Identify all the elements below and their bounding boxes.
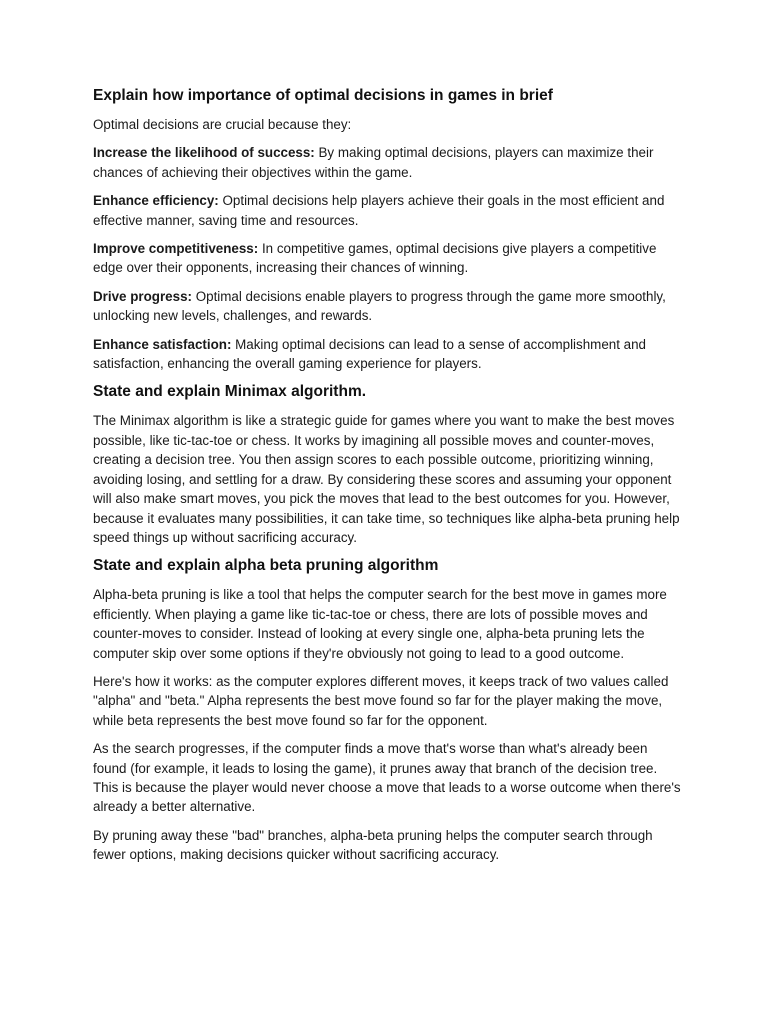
point-paragraph [93, 191, 683, 230]
point-text: Optimal decisions enable players to progress through the game more smoothly, unlocking new levels, challenges, and rewards. [93, 288, 666, 324]
alpha-beta-paragraph: Here's how it works: as the computer explores different moves, it keeps track of two values called "alpha" and "beta." Alpha represents the best move found so far for the player making the move, while beta represents the best move found so far for the opponent. [93, 673, 669, 728]
point-paragraph [93, 335, 683, 374]
section-heading-minimax: State and explain Minimax algorithm. [93, 383, 367, 401]
point-term: Increase the likelihood of success: [93, 145, 315, 161]
point-text: In competitive games, optimal decisions give players a competitive edge over their opponents, increasing their chances of winning. [93, 241, 657, 276]
point-paragraph [93, 239, 683, 278]
point-text: By making optimal decisions, players can maximize their chances of achieving their objectives within the game. [93, 145, 654, 180]
intro-paragraph: Optimal decisions are crucial because they: [93, 117, 352, 132]
point-text: Optimal decisions help players achieve their goals in the most efficient and effective manner, saving time and resources. [93, 193, 665, 228]
point-text: Making optimal decisions can lead to a sense of accomplishment and satisfaction, enhancing the overall gaming experience for players. [93, 336, 646, 372]
alpha-beta-paragraph: By pruning away these "bad" branches, alpha-beta pruning helps the computer search through fewer options, making decisions quicker without sacrificing accuracy. [93, 827, 653, 863]
document-page [93, 86, 683, 874]
section-heading-alpha-beta: State and explain alpha beta pruning algorithm [93, 557, 439, 575]
point-term: Improve competitiveness: [93, 241, 259, 257]
point-term: Enhance efficiency: [93, 193, 219, 209]
alpha-beta-paragraph: Alpha-beta pruning is like a tool that helps the computer search for the best move in games more efficiently. When playing a game like tic-tac-toe or chess, there are lots of possible moves and counter-moves to consider. Instead of looking at every single one, alpha-beta pruning lets the computer skip over some options if they're obviously not going to lead to a good outcome. [93, 587, 667, 661]
alpha-beta-paragraph: As the search progresses, if the computer finds a move that's worse than what's already been found (for example, it leads to losing the game), it prunes away that branch of the decision tree. This is because the player would never choose a move that leads to a worse outcome when there's already a better alternative. [93, 741, 681, 815]
point-term: Drive progress: [93, 288, 192, 304]
minimax-paragraph: The Minimax algorithm is like a strategic guide for games where you want to make the best moves possible, like tic-tac-toe or chess. It works by imagining all possible moves and counter-moves, creating a decision tree. You then assign scores to each possible outcome, prioritizing winning, avoiding losing, and settling for a draw. By considering these scores and assuming your opponent will also make smart moves, you pick the moves that lead to the best outcomes for you. However, because it evaluates many possibilities, it can take time, so techniques like alpha-beta pruning help speed things up without sacrificing accuracy. [93, 413, 680, 545]
section-heading-optimal-decisions: Explain how importance of optimal decisions in games in brief [93, 87, 553, 104]
point-paragraph [93, 143, 683, 182]
point-paragraph [93, 287, 683, 326]
point-term: Enhance satisfaction: [93, 336, 232, 352]
